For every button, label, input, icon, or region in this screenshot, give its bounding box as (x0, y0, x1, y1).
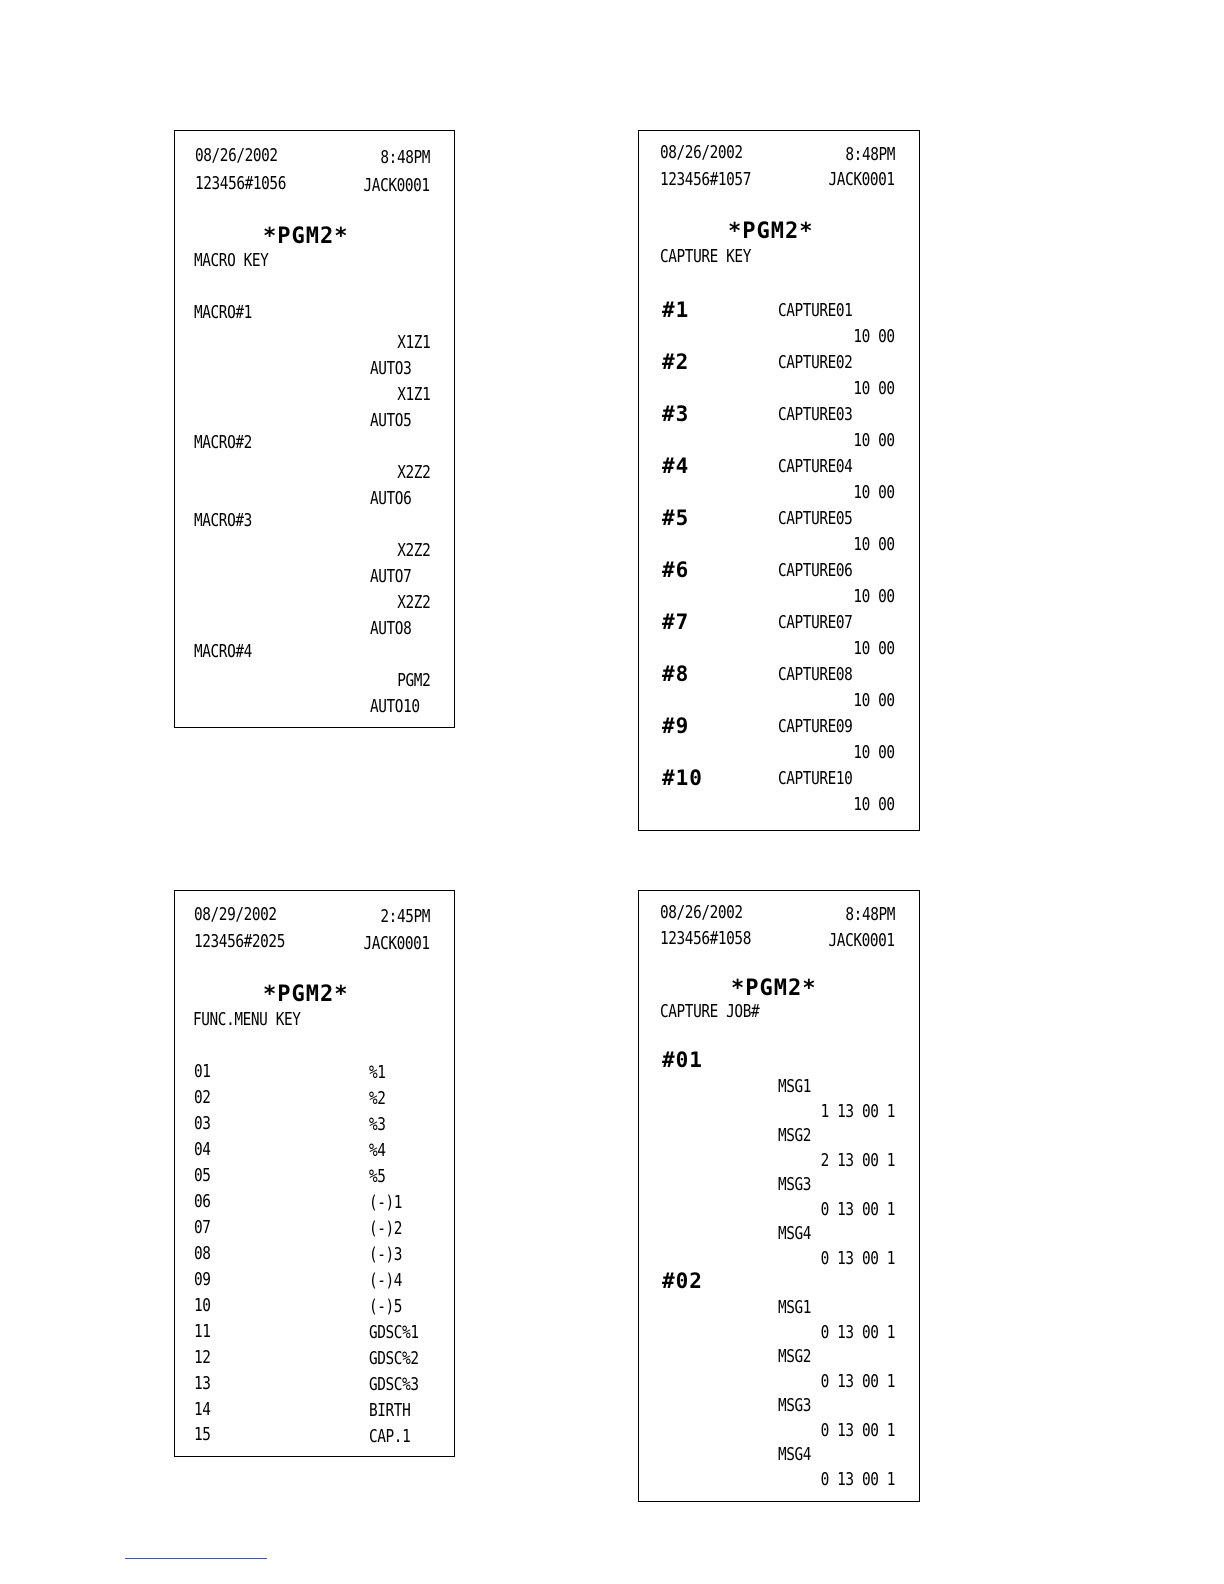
func-name: GDSC%1 (369, 1322, 419, 1343)
capture-value: 10 00 (853, 794, 895, 815)
receipt-heading: CAPTURE KEY (660, 246, 751, 267)
capture-value: 10 00 (853, 638, 895, 659)
func-number: 03 (194, 1113, 211, 1134)
capture-name: CAPTURE08 (778, 664, 853, 685)
func-name: (-)1 (369, 1192, 403, 1213)
macro-value: X1Z1 (396, 332, 430, 353)
msg-value: 1 13 00 1 (820, 1101, 895, 1122)
capture-value: 10 00 (853, 482, 895, 503)
msg-name: MSG2 (778, 1346, 812, 1367)
macro-value: X2Z2 (396, 462, 430, 483)
capture-value: 10 00 (853, 586, 895, 607)
receipt-time: 2:45PM (380, 906, 430, 927)
msg-value: 0 13 00 1 (820, 1322, 895, 1343)
func-number: 07 (194, 1217, 211, 1238)
macro-value: PGM2 (396, 670, 430, 691)
macro-value: AUTO10 (370, 696, 420, 717)
capture-number: #3 (662, 402, 690, 426)
macro-value: AUTO8 (370, 618, 412, 639)
receipt-clerk: JACK0001 (363, 933, 430, 954)
receipt-time: 8:48PM (845, 144, 895, 165)
func-number: 10 (194, 1295, 211, 1316)
job-number: #02 (662, 1269, 703, 1293)
receipt-heading: FUNC.MENU KEY (193, 1009, 301, 1030)
func-name: %5 (369, 1166, 386, 1187)
func-name: (-)2 (369, 1218, 403, 1239)
receipt-capture-job (638, 890, 920, 1502)
func-name: (-)3 (369, 1244, 403, 1265)
capture-value: 10 00 (853, 690, 895, 711)
func-name: %3 (369, 1114, 386, 1135)
capture-number: #6 (662, 558, 690, 582)
func-name: GDSC%2 (369, 1348, 419, 1369)
capture-name: CAPTURE04 (778, 456, 853, 477)
macro-label: MACRO#1 (194, 302, 252, 323)
capture-number: #9 (662, 714, 690, 738)
func-number: 02 (194, 1087, 211, 1108)
msg-value: 0 13 00 1 (820, 1469, 895, 1490)
func-name: (-)5 (369, 1296, 403, 1317)
capture-name: CAPTURE10 (778, 768, 853, 789)
receipt-date: 08/26/2002 (660, 142, 743, 163)
receipt-title: *PGM2* (263, 224, 349, 249)
receipt-clerk: JACK0001 (828, 930, 895, 951)
func-number: 04 (194, 1139, 211, 1160)
msg-name: MSG4 (778, 1444, 812, 1465)
receipt-func-menu-key (174, 890, 455, 1457)
receipt-date: 08/26/2002 (195, 145, 278, 166)
func-number: 05 (194, 1165, 211, 1186)
func-number: 14 (194, 1399, 211, 1420)
macro-value: AUTO3 (370, 358, 412, 379)
receipt-number: 123456#1057 (660, 169, 751, 190)
msg-value: 0 13 00 1 (820, 1248, 895, 1269)
capture-name: CAPTURE03 (778, 404, 853, 425)
func-number: 06 (194, 1191, 211, 1212)
receipt-title: *PGM2* (731, 976, 817, 1001)
macro-label: MACRO#3 (194, 510, 252, 531)
capture-number: #7 (662, 610, 690, 634)
func-name: CAP.1 (369, 1426, 411, 1447)
receipt-time: 8:48PM (845, 904, 895, 925)
msg-value: 0 13 00 1 (820, 1420, 895, 1441)
receipt-date: 08/26/2002 (660, 902, 743, 923)
msg-name: MSG3 (778, 1395, 812, 1416)
receipt-number: 123456#2025 (194, 931, 285, 952)
receipt-number: 123456#1056 (195, 173, 286, 194)
msg-value: 0 13 00 1 (820, 1371, 895, 1392)
capture-number: #10 (662, 766, 703, 790)
capture-value: 10 00 (853, 326, 895, 347)
msg-name: MSG3 (778, 1174, 812, 1195)
macro-value: X2Z2 (396, 540, 430, 561)
capture-name: CAPTURE01 (778, 300, 853, 321)
receipt-title: *PGM2* (728, 219, 814, 244)
func-name: GDSC%3 (369, 1374, 419, 1395)
msg-name: MSG2 (778, 1125, 812, 1146)
receipt-number: 123456#1058 (660, 928, 751, 949)
func-name: %4 (369, 1140, 386, 1161)
capture-name: CAPTURE09 (778, 716, 853, 737)
macro-value: AUTO7 (370, 566, 412, 587)
job-number: #01 (662, 1048, 703, 1072)
func-number: 08 (194, 1243, 211, 1264)
capture-number: #5 (662, 506, 690, 530)
func-number: 12 (194, 1347, 211, 1368)
receipt-clerk: JACK0001 (828, 169, 895, 190)
macro-label: MACRO#2 (194, 432, 252, 453)
receipt-capture-key (638, 130, 920, 831)
macro-label: MACRO#4 (194, 641, 252, 662)
msg-name: MSG4 (778, 1223, 812, 1244)
capture-number: #1 (662, 298, 690, 322)
func-number: 13 (194, 1373, 211, 1394)
func-number: 01 (194, 1061, 211, 1082)
receipt-heading: CAPTURE JOB# (660, 1001, 760, 1022)
receipt-time: 8:48PM (380, 147, 430, 168)
receipt-title: *PGM2* (263, 982, 349, 1007)
func-name: BIRTH (369, 1400, 411, 1421)
macro-value: AUTO6 (370, 488, 412, 509)
func-number: 11 (194, 1321, 211, 1342)
capture-name: CAPTURE02 (778, 352, 853, 373)
func-number: 15 (194, 1424, 211, 1445)
func-name: %2 (369, 1088, 386, 1109)
func-name: %1 (369, 1062, 386, 1083)
func-number: 09 (194, 1269, 211, 1290)
capture-name: CAPTURE06 (778, 560, 853, 581)
capture-value: 10 00 (853, 742, 895, 763)
receipt-clerk: JACK0001 (363, 175, 430, 196)
receipt-macro-key (174, 130, 455, 728)
capture-name: CAPTURE07 (778, 612, 853, 633)
msg-name: MSG1 (778, 1076, 812, 1097)
capture-value: 10 00 (853, 430, 895, 451)
receipt-date: 08/29/2002 (194, 904, 277, 925)
capture-value: 10 00 (853, 534, 895, 555)
msg-name: MSG1 (778, 1297, 812, 1318)
receipt-heading: MACRO KEY (194, 250, 269, 271)
macro-value: X1Z1 (396, 384, 430, 405)
func-name: (-)4 (369, 1270, 403, 1291)
capture-name: CAPTURE05 (778, 508, 853, 529)
capture-number: #4 (662, 454, 690, 478)
msg-value: 0 13 00 1 (820, 1199, 895, 1220)
capture-number: #2 (662, 350, 690, 374)
msg-value: 2 13 00 1 (820, 1150, 895, 1171)
macro-value: AUTO5 (370, 410, 412, 431)
footnote-separator (125, 1558, 267, 1559)
capture-value: 10 00 (853, 378, 895, 399)
capture-number: #8 (662, 662, 690, 686)
macro-value: X2Z2 (396, 592, 430, 613)
